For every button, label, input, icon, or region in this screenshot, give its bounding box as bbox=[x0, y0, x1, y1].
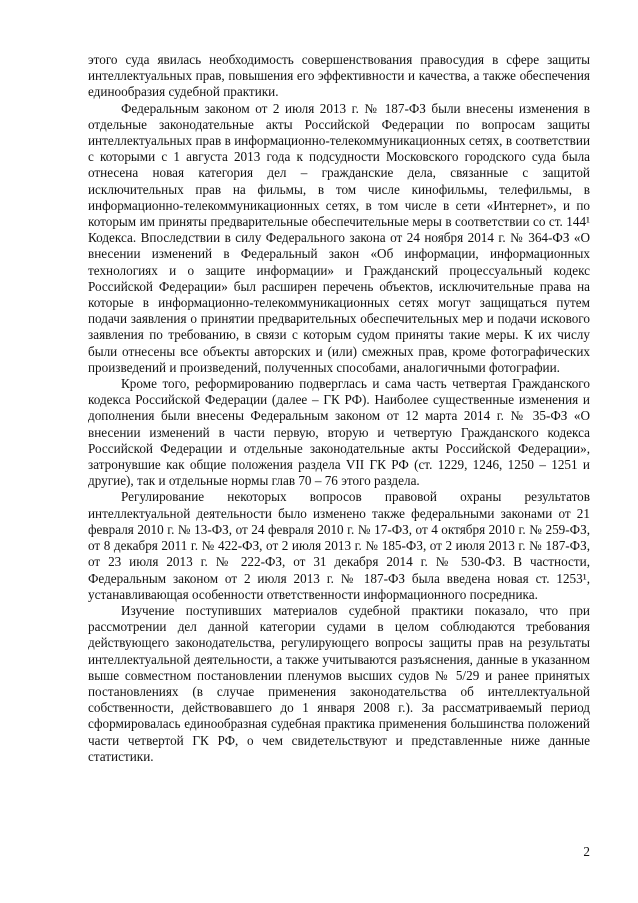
page-number: 2 bbox=[583, 844, 590, 859]
paragraph-regulation-changes: Регулирование некоторых вопросов правовой охраны результатов интеллектуальной деятельности было изменено также федеральными законами от 21 февраля 2010 г. № 13-ФЗ, от 24 февраля 2010 г. № 17-ФЗ, от 4 октября 2010 г. № 259-ФЗ, от 8 декабря 2011 г. № 422-ФЗ, от 2 июля 2013 г. № 185-ФЗ, от 2 июля 2013 г. № 187-ФЗ, от 23 июля 2013 г. № 222-ФЗ, от 31 декабря 2014 г. № 530-ФЗ. В частности, Федеральным законом от 2 июля 2013 г. № 187-ФЗ была введена новая ст. 1253¹, устанавливающая особенности ответственности информационного посредника. bbox=[88, 489, 590, 602]
paragraph-civil-code-reform: Кроме того, реформированию подверглась и сама часть четвертая Гражданского кодекса Российской Федерации (далее – ГК РФ). Наиболее существенные изменения и дополнения были внесены Федеральным законом от 12 марта 2014 г. № 35-ФЗ «О внесении изменений в части первую, вторую и четвертую Гражданского кодекса Российской Федерации и отдельные законодательные акты Российской Федерации», затронувшие как общие положения раздела VII ГК РФ (ст. 1229, 1246, 1250 – 1251 и другие), так и отдельные нормы глав 70 – 76 этого раздела. bbox=[88, 376, 590, 489]
document-body bbox=[88, 52, 590, 765]
paragraph-practice-study: Изучение поступивших материалов судебной практики показало, что при рассмотрении дел данной категории судами в целом соблюдаются требования действующего законодательства, регулирующего вопросы защиты прав на результаты интеллектуальной деятельности, а также учитываются разъяснения, данные в указанном выше совместном постановлении пленумов высших судов № 5/29 и ранее принятых постановлениях (в случае применения законодательства об интеллектуальной собственности, действовавшего до 1 января 2008 г.). За рассматриваемый период сформировалась единообразная судебная практика применения большинства положений части четвертой ГК РФ, о чем свидетельствуют и представленные ниже данные статистики. bbox=[88, 602, 590, 764]
paragraph-federal-law-187: Федеральным законом от 2 июля 2013 г. № 187-ФЗ были внесены изменения в отдельные законодательные акты Российской Федерации по вопросам защиты интеллектуальных прав в информационно-телекоммуникационных сетях, в соответствии с которыми с 1 августа 2013 года к подсудности Московского городского суда была отнесена новая категория дел – гражданские дела, связанные с защитой исключительных прав на фильмы, в том числе кинофильмы, телефильмы, в информационно-телекоммуникационных сетях, в том числе в сети «Интернет», и по которым им приняты предварительные обеспечительные меры в соответствии со ст. 144¹ Кодекса. Впоследствии в силу Федерального закона от 24 ноября 2014 г. № 364-ФЗ «О внесении изменений в Федеральный закон «Об информации, информационных технологиях и о защите информации» и Гражданский процессуальный кодекс Российской Федерации» был расширен перечень объектов, исключительные права на которые в информационно-телекоммуникационных сетях могут защищаться путем подачи заявления о принятии предварительных обеспечительных мер и подачи искового заявления по требованию, в связи с которым судом приняты такие меры. К их числу были отнесены все объекты авторских и (или) смежных прав, кроме фотографических произведений и произведений, полученных способами, аналогичными фотографии. bbox=[88, 100, 590, 375]
paragraph-continuation: этого суда явилась необходимость совершенствования правосудия в сфере защиты интеллектуальных прав, повышения его эффективности и качества, а также обеспечения единообразия судебной практики. bbox=[88, 52, 590, 100]
